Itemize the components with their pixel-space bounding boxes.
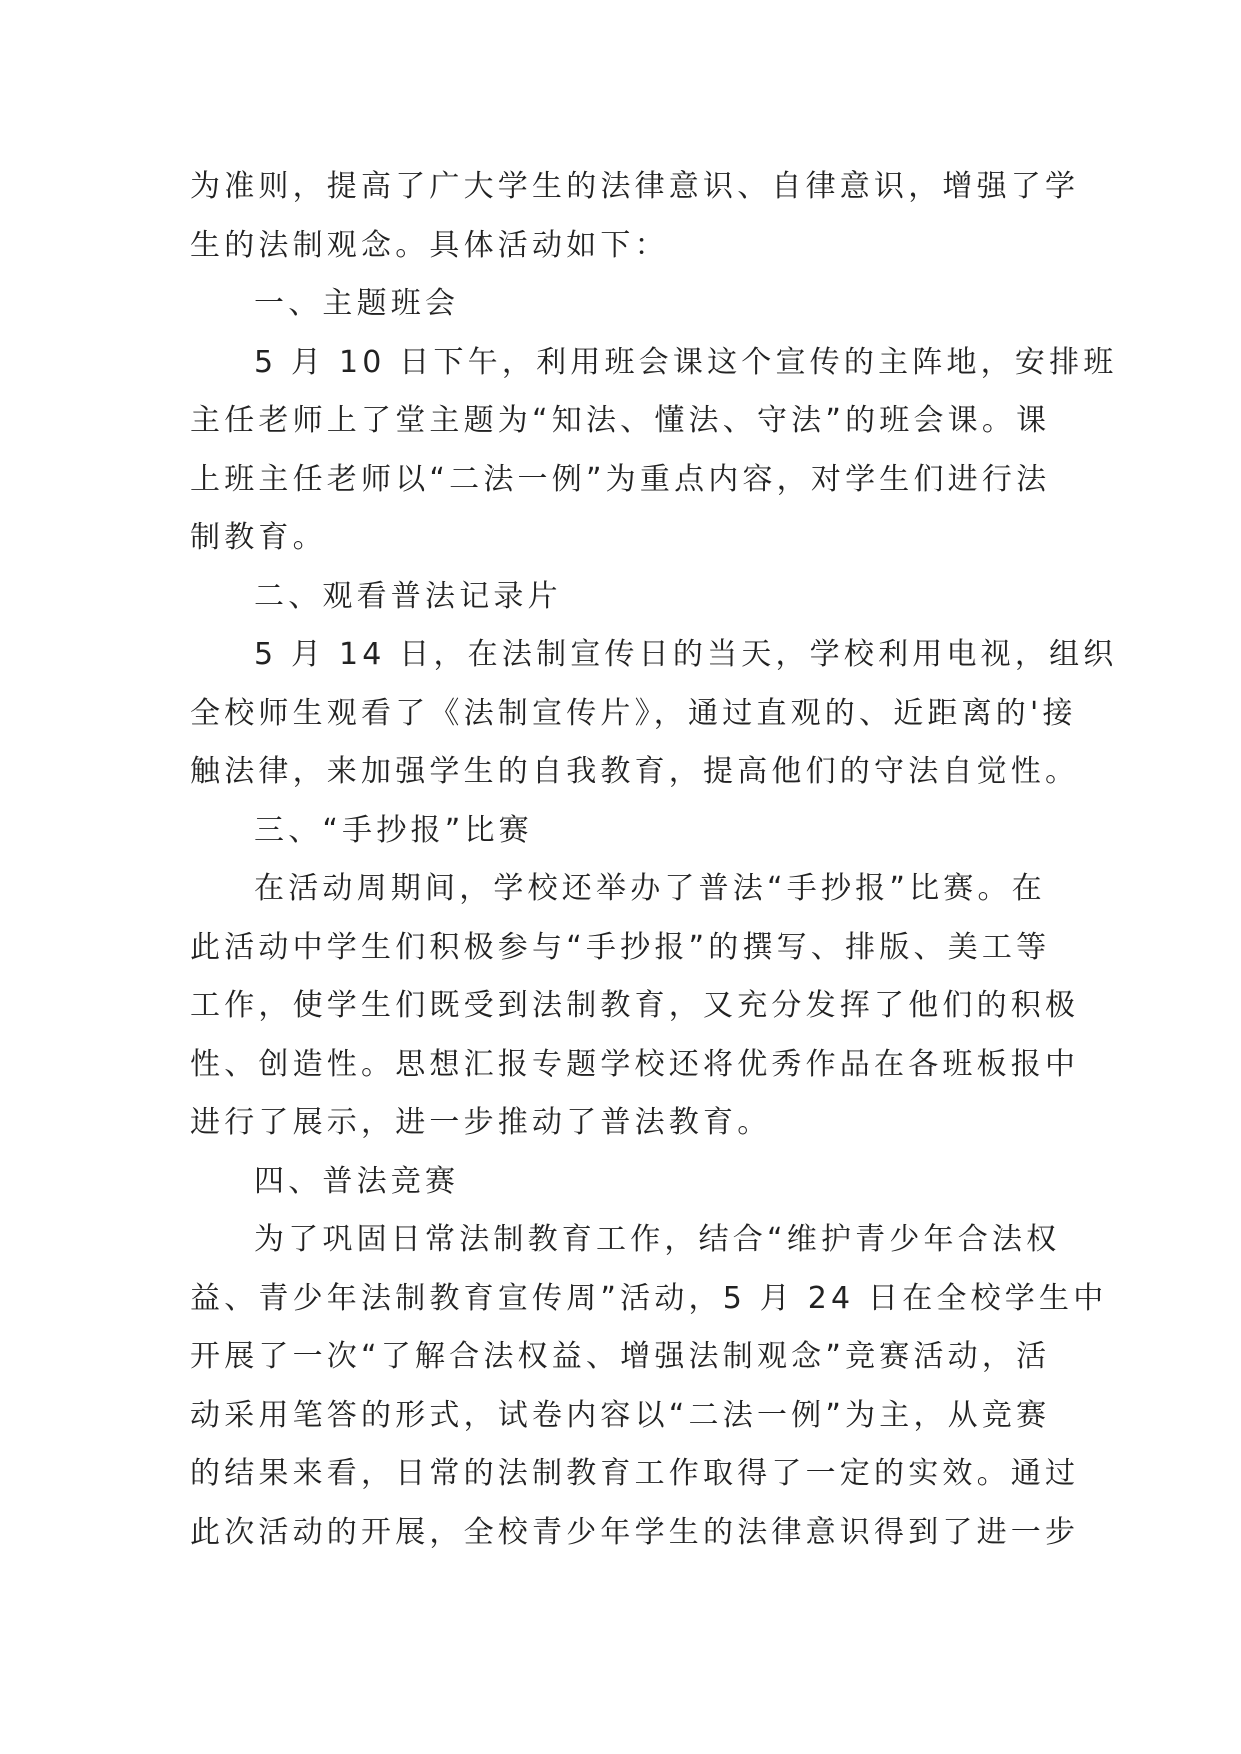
document-body (190, 158, 1118, 1562)
text-line: 一、主题班会 (254, 286, 460, 321)
text-line: 工作，使学生们既受到法制教育，又充分发挥了他们的积极 (190, 988, 1080, 1023)
text-line: 四、普法竞赛 (254, 1163, 460, 1199)
text-line: 的结果来看，日常的法制教育工作取得了一定的实效。通过 (190, 1456, 1080, 1491)
text-line: 动采用笔答的形式，试卷内容以“二法一例”为主，从竞赛 (190, 1397, 1051, 1433)
text-line: 5 月 10 日下午，利用班会课这个宣传的主阵地，安排班 (254, 344, 1118, 380)
text-line: 三、“手抄报”比赛 (254, 812, 533, 848)
text-line: 在活动周期间，学校还举办了普法“手抄报”比赛。在 (254, 871, 1046, 906)
text-line: 此活动中学生们积极参与“手抄报”的撰写、排版、美工等 (190, 929, 1051, 965)
text-line: 性、创造性。思想汇报专题学校还将优秀作品在各班板报中 (190, 1046, 1080, 1082)
text-line: 全校师生观看了《法制宣传片》，通过直观的、近距离的'接 (190, 695, 1077, 731)
text-line: 此次活动的开展，全校青少年学生的法律意识得到了进一步 (190, 1514, 1080, 1550)
text-line: 为了巩固日常法制教育工作，结合“维护青少年合法权 (254, 1222, 1061, 1257)
text-line: 进行了展示，进一步推动了普法教育。 (190, 1105, 772, 1140)
text-line: 益、青少年法制教育宣传周”活动，5 月 24 日在全校学生中 (190, 1280, 1108, 1316)
text-line: 二、观看普法记录片 (254, 578, 562, 614)
text-line: 上班主任老师以“二法一例”为重点内容，对学生们进行法 (190, 461, 1051, 497)
text-line: 生的法制观念。具体活动如下： (190, 227, 669, 263)
text-line: 开展了一次“了解合法权益、增强法制观念”竞赛活动，活 (190, 1339, 1051, 1374)
text-line: 主任老师上了堂主题为“知法、懂法、守法”的班会课。课 (190, 403, 1051, 438)
text-line: 制教育。 (190, 520, 327, 555)
text-line: 为准则，提高了广大学生的法律意识、自律意识，增强了学 (190, 169, 1080, 204)
text-line: 触法律，来加强学生的自我教育，提高他们的守法自觉性。 (190, 754, 1080, 789)
text-line: 5 月 14 日，在法制宣传日的当天，学校利用电视，组织 (254, 637, 1118, 672)
